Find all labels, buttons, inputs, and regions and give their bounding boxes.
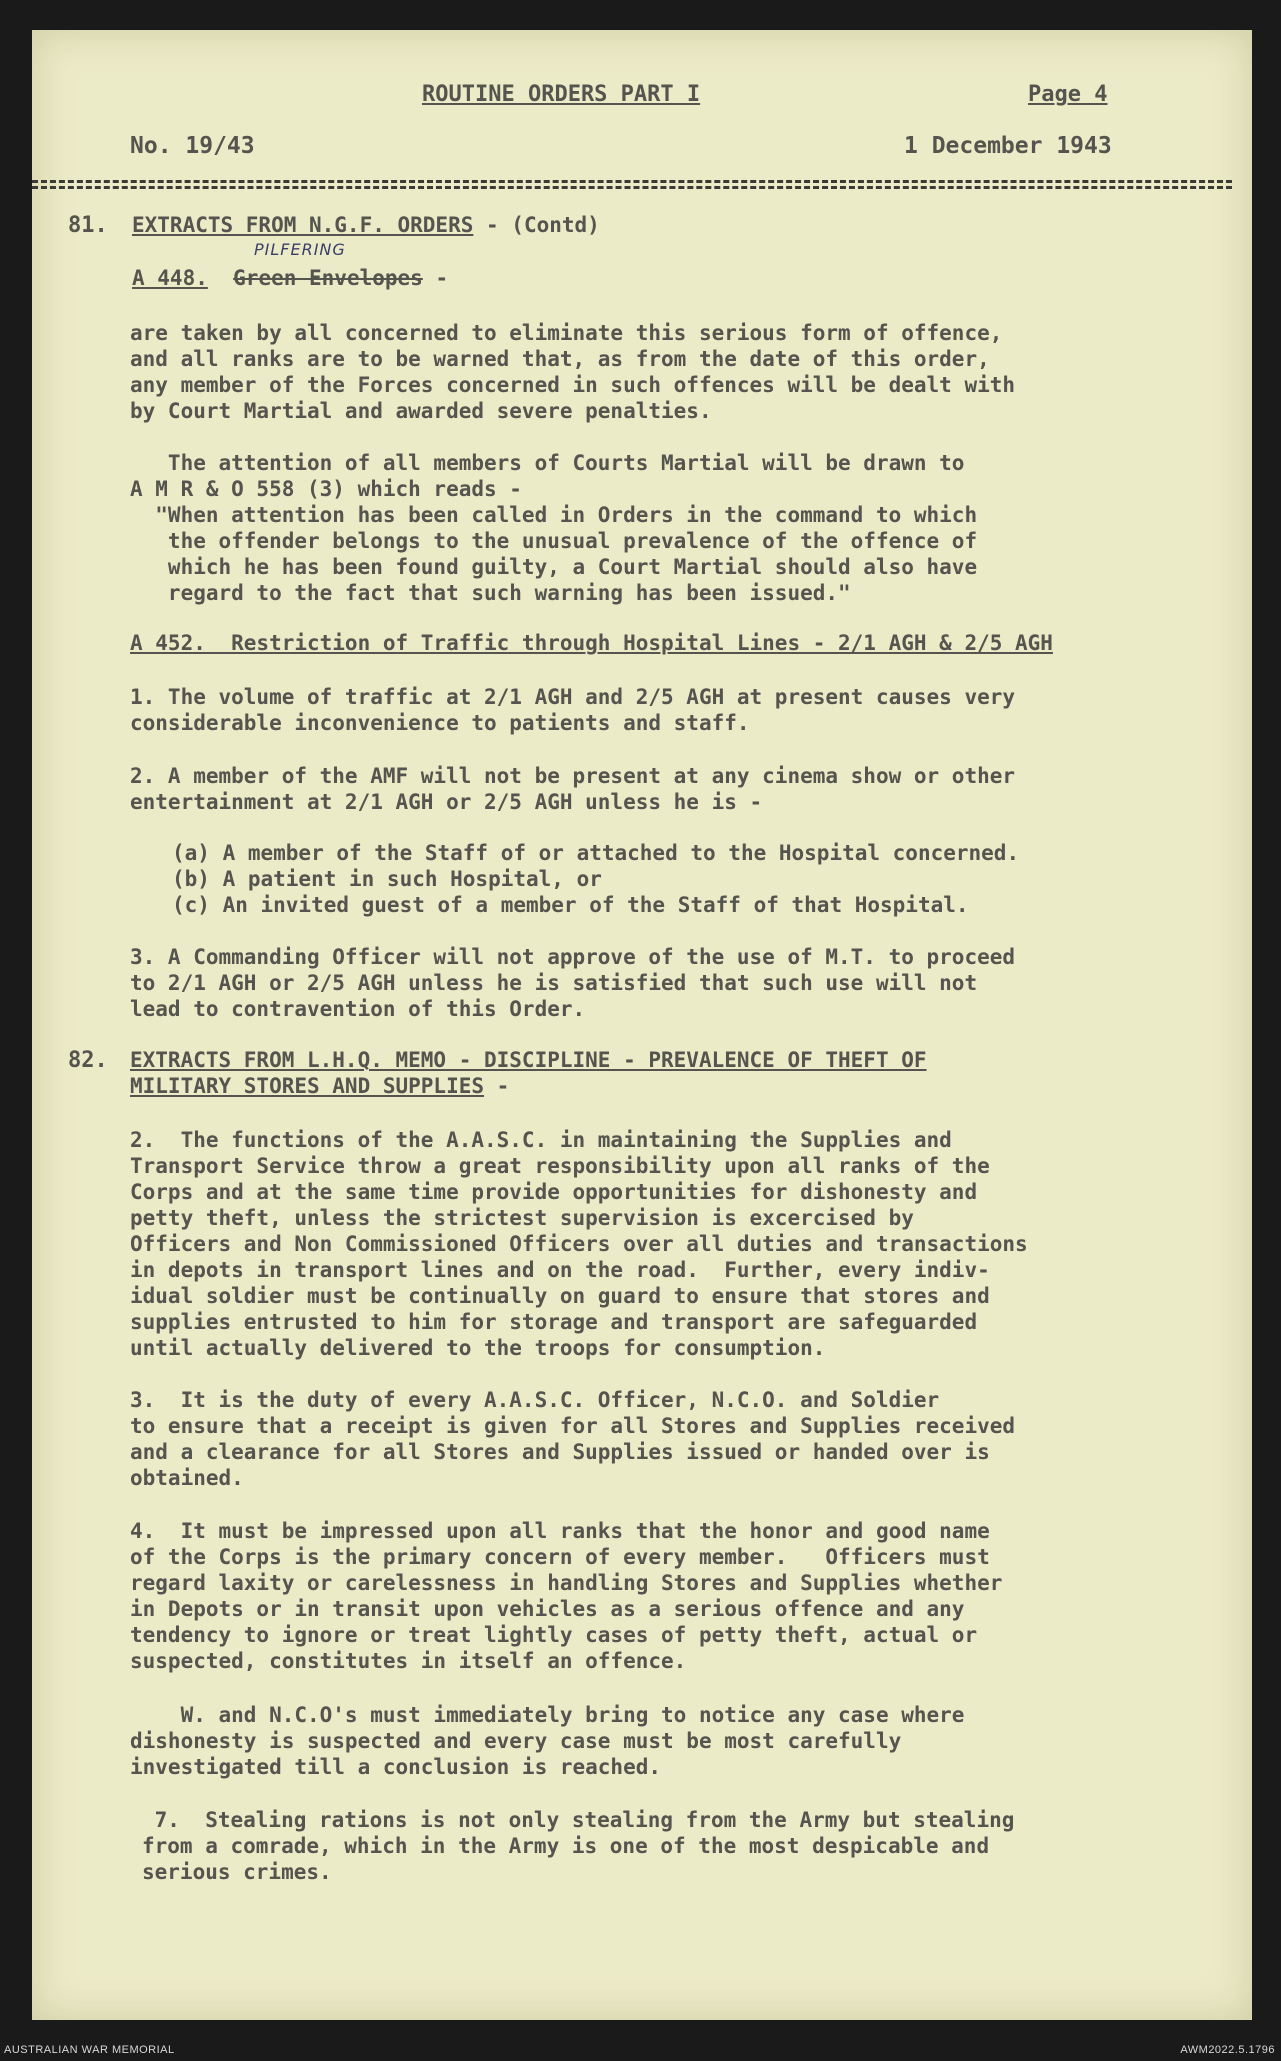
document-title: ROUTINE ORDERS PART I [422, 82, 701, 107]
section-82-heading [130, 1047, 927, 1099]
page-number: Page 4 [1028, 82, 1108, 107]
section-82-paragraph-5: W. and N.C.O's must immediately bring to notice any case where dishonesty is suspected and every case must be most carefully investigated till a conclusion is reached. [130, 1703, 965, 1779]
section-82-heading-line1: EXTRACTS FROM L.H.Q. MEMO - DISCIPLINE - PREVALENCE OF THEFT OF [130, 1048, 927, 1072]
section-81-heading-suffix: - (Contd) [473, 213, 600, 237]
a452-conditions-list: (a) A member of the Staff of or attached to the Hospital concerned. (b) A patient in such Hospital, or (c) An invited guest of a member of the Staff of that Hospital. [172, 841, 1020, 917]
section-81-heading-text: EXTRACTS FROM N.G.F. ORDERS [132, 213, 474, 237]
section-82-number: 82. [68, 1048, 108, 1073]
order-date: 1 December 1943 [904, 133, 1112, 159]
section-82-heading-dash: - [484, 1074, 510, 1098]
order-number: No. 19/43 [130, 133, 255, 159]
document-page [32, 30, 1252, 2020]
footer-accession-number: AWM2022.5.1796 [1180, 2044, 1275, 2056]
section-82-paragraph-4: 4. It must be impressed upon all ranks that the honor and good name of the Corps is the primary concern of every member. Officers must regard laxity or carelessness in handling Stores and Supplies whether in Depots or in transit upon vehicles as a serious offence and any tendency to ignore or treat lightly cases of petty theft, actual or suspected, constitutes in itself an offence. [130, 1519, 1003, 1673]
section-81-number: 81. [68, 213, 108, 238]
a448-ref: A 448. [132, 266, 208, 290]
a452-paragraph-3: 3. A Commanding Officer will not approve of the use of M.T. to proceed to 2/1 AGH or 2/5 AGH unless he is satisfied that such use will not lead to contravention of this Order. [130, 945, 1016, 1021]
header-divider [32, 180, 1232, 185]
a448-heading [132, 265, 448, 291]
a448-struck-title: Green Envelopes [233, 266, 423, 290]
a452-heading: A 452. Restriction of Traffic through Hospital Lines - 2/1 AGH & 2/5 AGH [130, 631, 1053, 655]
section-82-paragraph-7: 7. Stealing rations is not only stealing from the Army but stealing from a comrade, which in the Army is one of the most despicable and serious crimes. [142, 1808, 1015, 1884]
a448-paragraph-2: The attention of all members of Courts Martial will be drawn to A M R & O 558 (3) which reads - "When attention has been called in Orders in the command to which the offender belongs to the unusual prevalence of the offence of which he has been found guilty, a Court Martial should also have regard to the fact that such warning has been issued." [130, 451, 978, 605]
a448-paragraph-1: are taken by all concerned to eliminate this serious form of offence, and all ranks are to be warned that, as from the date of this order, any member of the Forces concerned in such offences will be dealt with by Court Martial and awarded severe penalties. [130, 321, 1016, 423]
section-82-heading-line2: MILITARY STORES AND SUPPLIES [130, 1074, 485, 1098]
section-82-paragraph-3: 3. It is the duty of every A.A.S.C. Officer, N.C.O. and Soldier to ensure that a receipt is given for all Stores and Supplies received and a clearance for all Stores and Supplies issued or handed over is obtained. [130, 1388, 1016, 1490]
header-divider-2 [32, 186, 1232, 191]
footer-institution: AUSTRALIAN WAR MEMORIAL [4, 2044, 175, 2056]
section-82-paragraph-2: 2. The functions of the A.A.S.C. in maintaining the Supplies and Transport Service throw a great responsibility upon all ranks of the Corps and at the same time provide opportunities for dishonesty and petty theft, unless the strictest supervision is excercised by Officers and Non Commissioned Officers over all duties and transactions in depots in transport lines and on the road. Further, every indiv- idual soldier must be continually on guard to ensure that stores and supplies entrusted to him for storage and transport are safeguarded until actually delivered to the troops for consumption. [130, 1128, 1028, 1360]
a448-dash: - [422, 266, 449, 290]
a452-paragraph-1: 1. The volume of traffic at 2/1 AGH and 2/5 AGH at present causes very considerable inconvenience to patients and staff. [130, 685, 1016, 735]
a452-paragraph-2: 2. A member of the AMF will not be present at any cinema show or other entertainment at 2/1 AGH or 2/5 AGH unless he is - [130, 764, 1016, 814]
section-81-heading [132, 212, 600, 238]
handwritten-annotation: PILFERING [254, 240, 346, 259]
